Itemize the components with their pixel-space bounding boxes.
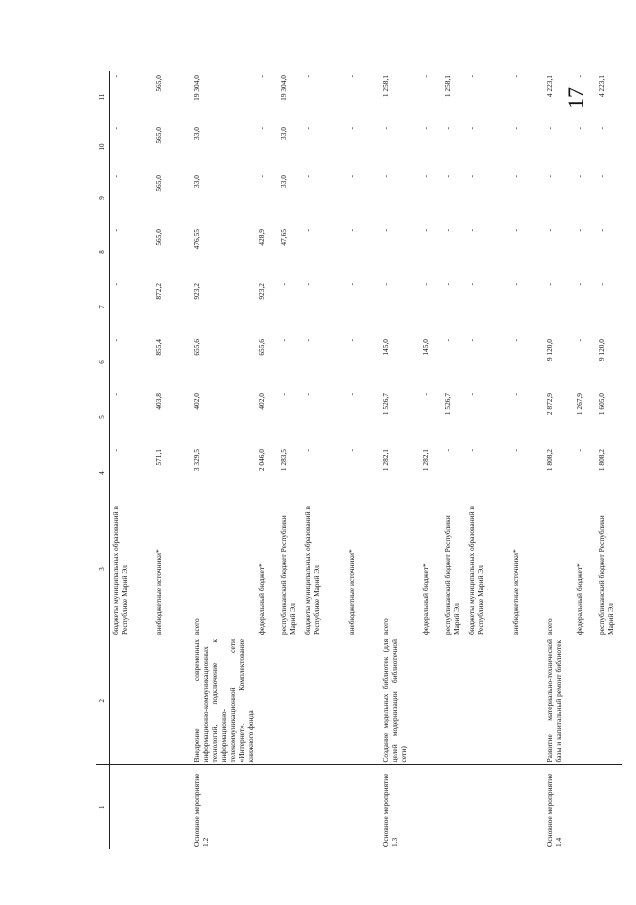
event-description-cell — [466, 637, 510, 765]
value-cell: 565,0 — [154, 127, 164, 144]
value-cell: - — [257, 175, 267, 178]
event-name-cell — [596, 765, 622, 849]
value-cell: - — [110, 229, 120, 232]
value-cell: - — [443, 283, 453, 286]
value-cell: - — [575, 283, 585, 286]
funding-source-cell: бюджеты муниципальных образований в Республике Марий Эл — [303, 506, 322, 635]
value-cell: 1 267,9 — [575, 393, 585, 416]
value-cell: 9 120,0 — [545, 339, 555, 362]
value-cell: - — [257, 127, 267, 130]
value-cell: - — [303, 75, 313, 78]
value-cell: 1 808,2 — [597, 449, 607, 472]
value-cell: - — [421, 229, 431, 232]
value-cell: - — [257, 75, 267, 78]
table-row — [187, 71, 256, 849]
value-cell: - — [279, 393, 289, 396]
event-name-cell — [256, 765, 278, 849]
event-description-cell: Внедрение современных информационно-коммуникационных технологий, подключение к информационно-телекоммуникационной сети «Интернет». Комплектование книжного фонда — [192, 639, 256, 763]
value-cell: 402,0 — [257, 393, 267, 410]
value-cell: - — [467, 393, 477, 396]
table-row — [346, 71, 376, 849]
event-name-cell — [442, 765, 466, 849]
value-cell: 33,0 — [279, 127, 289, 140]
value-cell: - — [575, 75, 585, 78]
column-header: 11 — [96, 71, 109, 123]
value-cell: - — [467, 339, 477, 342]
funding-source-cell: всего — [545, 618, 555, 635]
value-cell: 1 283,5 — [279, 449, 289, 472]
value-cell: 33,0 — [279, 175, 289, 188]
value-cell: - — [511, 127, 521, 130]
column-header: 4 — [96, 445, 109, 501]
value-cell: - — [545, 229, 555, 232]
value-cell: - — [443, 127, 453, 130]
event-name-cell: Основное мероприятие 1.4 — [540, 765, 574, 849]
value-cell: - — [110, 175, 120, 178]
value-cell: - — [511, 393, 521, 396]
value-cell: 923,2 — [257, 283, 267, 300]
event-description-cell — [442, 637, 466, 765]
value-cell: - — [545, 127, 555, 130]
funding-source-cell: всего — [192, 618, 202, 635]
value-cell: - — [303, 449, 313, 452]
value-cell: - — [443, 339, 453, 342]
value-cell: - — [421, 75, 431, 78]
value-cell: 403,8 — [154, 393, 164, 410]
value-cell: - — [303, 127, 313, 130]
value-cell: 1 605,0 — [597, 393, 607, 416]
value-cell: - — [511, 339, 521, 342]
table-row — [256, 71, 278, 849]
value-cell: - — [347, 393, 357, 396]
value-cell: - — [443, 175, 453, 178]
value-cell: 1 526,7 — [381, 393, 391, 416]
table-row — [153, 71, 187, 849]
column-header: 5 — [96, 389, 109, 445]
value-cell: - — [443, 449, 453, 452]
value-cell: - — [347, 449, 357, 452]
column-header: 6 — [96, 335, 109, 389]
value-cell: - — [421, 283, 431, 286]
value-cell: 1 258,1 — [443, 75, 453, 98]
value-cell: - — [467, 449, 477, 452]
event-description-cell — [256, 637, 278, 765]
table-row — [420, 71, 442, 849]
value-cell: - — [467, 127, 477, 130]
value-cell: - — [597, 175, 607, 178]
value-cell: 1 282,1 — [381, 449, 391, 472]
value-cell: 1 282,1 — [421, 449, 431, 472]
event-description-cell — [153, 637, 187, 765]
event-name-cell — [346, 765, 376, 849]
value-cell: 19 304,0 — [192, 75, 202, 101]
event-name-cell — [466, 765, 510, 849]
value-cell: - — [575, 229, 585, 232]
event-description-cell — [278, 637, 302, 765]
value-cell: - — [575, 175, 585, 178]
value-cell: 655,6 — [257, 339, 267, 356]
value-cell: 855,4 — [154, 339, 164, 356]
event-description-cell: Создание модельных библиотек (для целей модернизации библиотечной сети) — [381, 639, 409, 763]
value-cell: 33,0 — [192, 175, 202, 188]
value-cell: - — [381, 283, 391, 286]
funding-source-cell: республиканский бюджет Республики Марий Эл — [443, 515, 462, 635]
value-cell: - — [303, 175, 313, 178]
value-cell: 145,0 — [421, 339, 431, 356]
value-cell: 655,6 — [192, 339, 202, 356]
value-cell: 9 120,0 — [597, 339, 607, 362]
header-row — [96, 71, 109, 849]
value-cell: 33,0 — [192, 127, 202, 140]
value-cell: - — [575, 339, 585, 342]
value-cell: 1 808,2 — [545, 449, 555, 472]
event-description-cell — [596, 637, 622, 765]
value-cell: - — [467, 175, 477, 178]
event-description-cell: Развитие материально-технической базы и капитальный ремонт библиотек — [545, 639, 564, 763]
value-cell: 19 304,0 — [279, 75, 289, 101]
table-row — [466, 71, 510, 849]
value-cell: - — [511, 283, 521, 286]
table-row — [574, 71, 596, 849]
value-cell: - — [511, 175, 521, 178]
value-cell: - — [545, 175, 555, 178]
event-description-cell — [109, 637, 153, 765]
column-header: 10 — [96, 123, 109, 171]
value-cell: - — [421, 127, 431, 130]
value-cell: - — [467, 283, 477, 286]
value-cell: 565,0 — [154, 175, 164, 192]
funding-source-cell: республиканский бюджет Республики Марий Эл — [279, 515, 298, 635]
value-cell: - — [110, 339, 120, 342]
funding-source-cell: внебюджетные источники* — [154, 549, 164, 635]
event-description-cell — [346, 637, 376, 765]
value-cell: - — [421, 175, 431, 178]
funding-source-cell: бюджеты муниципальных образований в Республике Марий Эл — [467, 506, 486, 635]
value-cell: 47,65 — [279, 229, 289, 246]
value-cell: - — [467, 75, 477, 78]
value-cell: - — [303, 339, 313, 342]
table-row — [278, 71, 302, 849]
value-cell: - — [279, 339, 289, 342]
value-cell: - — [597, 283, 607, 286]
value-cell: - — [279, 283, 289, 286]
value-cell: - — [511, 449, 521, 452]
column-header: 3 — [96, 501, 109, 637]
value-cell: 1 526,7 — [443, 393, 453, 416]
table-row — [442, 71, 466, 849]
value-cell: - — [575, 449, 585, 452]
value-cell: 565,0 — [154, 229, 164, 246]
value-cell: - — [347, 127, 357, 130]
value-cell: - — [110, 393, 120, 396]
value-cell: 402,0 — [192, 393, 202, 410]
table-row — [376, 71, 420, 849]
value-cell: 4 223,1 — [545, 75, 555, 98]
table-row — [109, 71, 153, 849]
value-cell: - — [347, 339, 357, 342]
event-name-cell — [153, 765, 187, 849]
funding-source-cell: республиканский бюджет Республики Марий Эл — [597, 515, 616, 635]
event-name-cell — [420, 765, 442, 849]
value-cell: - — [545, 283, 555, 286]
value-cell: 565,0 — [154, 75, 164, 92]
value-cell: 923,2 — [192, 283, 202, 300]
value-cell: 3 329,5 — [192, 449, 202, 472]
event-name-cell — [109, 765, 153, 849]
value-cell: - — [511, 75, 521, 78]
budget-table — [96, 71, 622, 849]
value-cell: - — [597, 229, 607, 232]
value-cell: 2 872,9 — [545, 393, 555, 416]
funding-source-cell: бюджеты муниципальных образований в Республике Марий Эл — [110, 506, 129, 635]
event-description-cell — [420, 637, 442, 765]
value-cell: 145,0 — [381, 339, 391, 356]
value-cell: - — [381, 229, 391, 232]
value-cell: - — [381, 127, 391, 130]
value-cell: 4 223,1 — [597, 75, 607, 98]
funding-source-cell: внебюджетные источники* — [511, 549, 521, 635]
event-name-cell — [302, 765, 346, 849]
value-cell: - — [110, 449, 120, 452]
value-cell: 571,1 — [154, 449, 164, 466]
event-name-cell — [278, 765, 302, 849]
funding-source-cell: федеральный бюджет* — [257, 563, 267, 635]
event-description-cell — [574, 637, 596, 765]
table-row — [596, 71, 622, 849]
column-header: 9 — [96, 171, 109, 225]
value-cell: 1 258,1 — [381, 75, 391, 98]
value-cell: - — [110, 75, 120, 78]
event-description-cell — [302, 637, 346, 765]
page-number: 17 — [563, 87, 588, 109]
column-header: 1 — [96, 765, 109, 849]
event-name-cell — [574, 765, 596, 849]
value-cell: 428,9 — [257, 229, 267, 246]
table-row — [540, 71, 574, 849]
value-cell: 872,2 — [154, 283, 164, 300]
value-cell: - — [347, 75, 357, 78]
value-cell: - — [575, 127, 585, 130]
event-name-cell: Основное мероприятие 1.3 — [376, 765, 420, 849]
value-cell: - — [443, 229, 453, 232]
value-cell: - — [110, 283, 120, 286]
value-cell: - — [347, 175, 357, 178]
value-cell: 2 046,0 — [257, 449, 267, 472]
table-row — [302, 71, 346, 849]
column-header: 7 — [96, 279, 109, 335]
funding-source-cell: федеральный бюджет* — [575, 563, 585, 635]
event-description-cell — [510, 637, 540, 765]
event-name-cell: Основное мероприятие 1.2 — [187, 765, 256, 849]
column-header: 2 — [96, 637, 109, 765]
funding-source-cell: внебюджетные источники* — [347, 549, 357, 635]
value-cell: - — [303, 283, 313, 286]
value-cell: 476,55 — [192, 229, 202, 250]
funding-source-cell: федеральный бюджет* — [421, 563, 431, 635]
value-cell: - — [381, 175, 391, 178]
table-row — [510, 71, 540, 849]
value-cell: - — [597, 127, 607, 130]
value-cell: - — [303, 229, 313, 232]
value-cell: - — [467, 229, 477, 232]
value-cell: - — [347, 229, 357, 232]
funding-source-cell: всего — [381, 618, 391, 635]
event-name-cell — [510, 765, 540, 849]
value-cell: - — [110, 127, 120, 130]
value-cell: - — [421, 393, 431, 396]
column-header: 8 — [96, 225, 109, 279]
value-cell: - — [511, 229, 521, 232]
value-cell: - — [347, 283, 357, 286]
value-cell: - — [303, 393, 313, 396]
